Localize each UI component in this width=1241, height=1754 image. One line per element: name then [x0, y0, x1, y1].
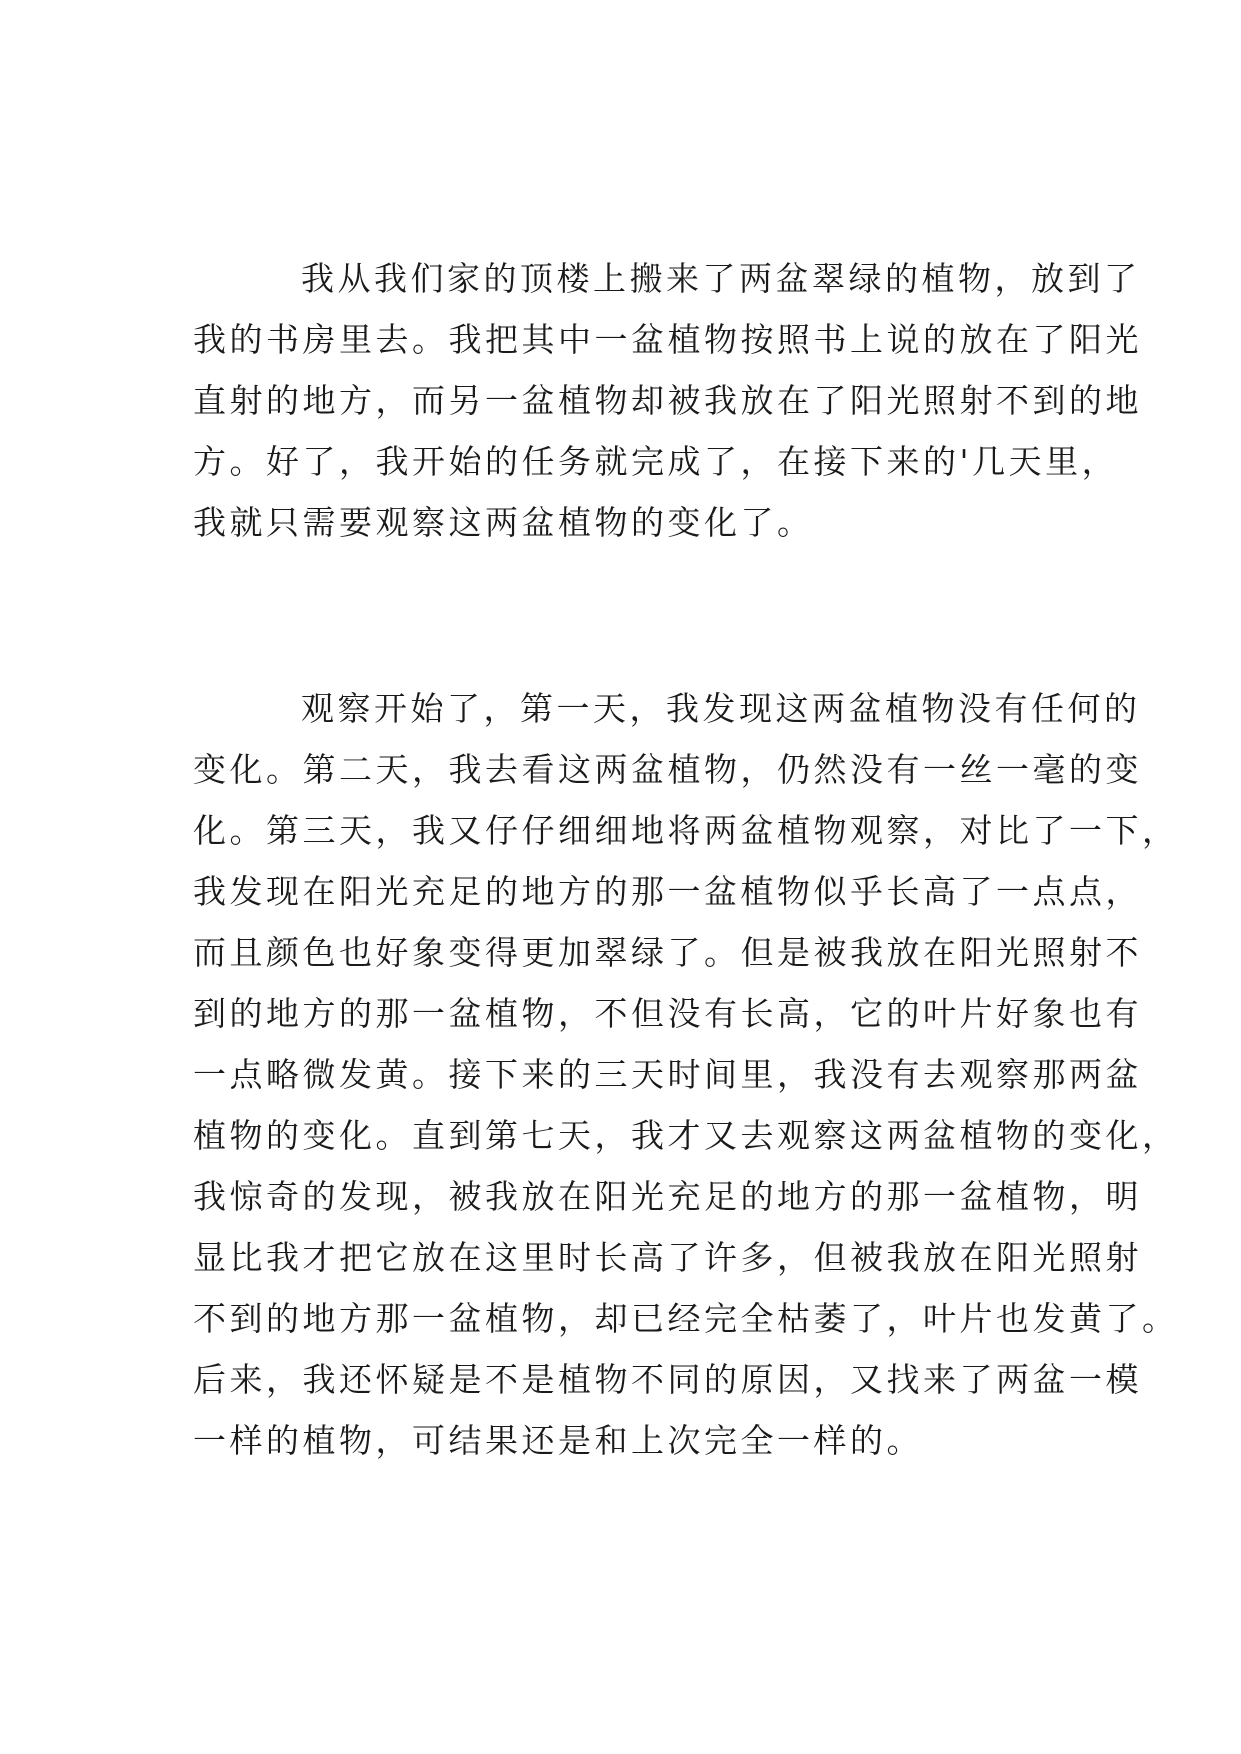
text-line: 我发现在阳光充足的地方的那一盆植物似乎长高了一点点，	[193, 872, 1142, 911]
text-line: 显比我才把它放在这里时长高了许多，但被我放在阳光照射	[193, 1238, 1142, 1277]
text-line: 观察开始了，第一天，我发现这两盆植物没有任何的	[301, 689, 1141, 728]
text-line: 方。好了，我开始的任务就完成了，在接下来的'几天里，	[193, 442, 1119, 481]
text-line: 一样的植物，可结果还是和上次完全一样的。	[193, 1421, 923, 1460]
text-line: 我的书房里去。我把其中一盆植物按照书上说的放在了阳光	[193, 320, 1142, 359]
text-line: 我惊奇的发现，被我放在阳光充足的地方的那一盆植物，明	[193, 1177, 1142, 1216]
text-line: 直射的地方，而另一盆植物却被我放在了阳光照射不到的地	[193, 381, 1142, 420]
text-line: 一点略微发黄。接下来的三天时间里，我没有去观察那两盆	[193, 1055, 1142, 1094]
text-line: 我从我们家的顶楼上搬来了两盆翠绿的植物，放到了	[301, 259, 1141, 298]
text-line: 不到的地方那一盆植物，却已经完全枯萎了，叶片也发黄了。	[193, 1299, 1179, 1338]
text-line: 后来，我还怀疑是不是植物不同的原因，又找来了两盆一模	[193, 1360, 1142, 1399]
paragraph-2	[193, 678, 1179, 1471]
text-line: 植物的变化。直到第七天，我才又去观察这两盆植物的变化，	[193, 1116, 1179, 1155]
paragraph-1	[193, 248, 1142, 553]
text-line: 而且颜色也好象变得更加翠绿了。但是被我放在阳光照射不	[193, 933, 1142, 972]
text-line: 到的地方的那一盆植物，不但没有长高，它的叶片好象也有	[193, 994, 1142, 1033]
text-line: 化。第三天，我又仔仔细细地将两盆植物观察，对比了一下，	[193, 811, 1179, 850]
text-line: 变化。第二天，我去看这两盆植物，仍然没有一丝一毫的变	[193, 750, 1142, 789]
text-line: 我就只需要观察这两盆植物的变化了。	[193, 503, 814, 542]
